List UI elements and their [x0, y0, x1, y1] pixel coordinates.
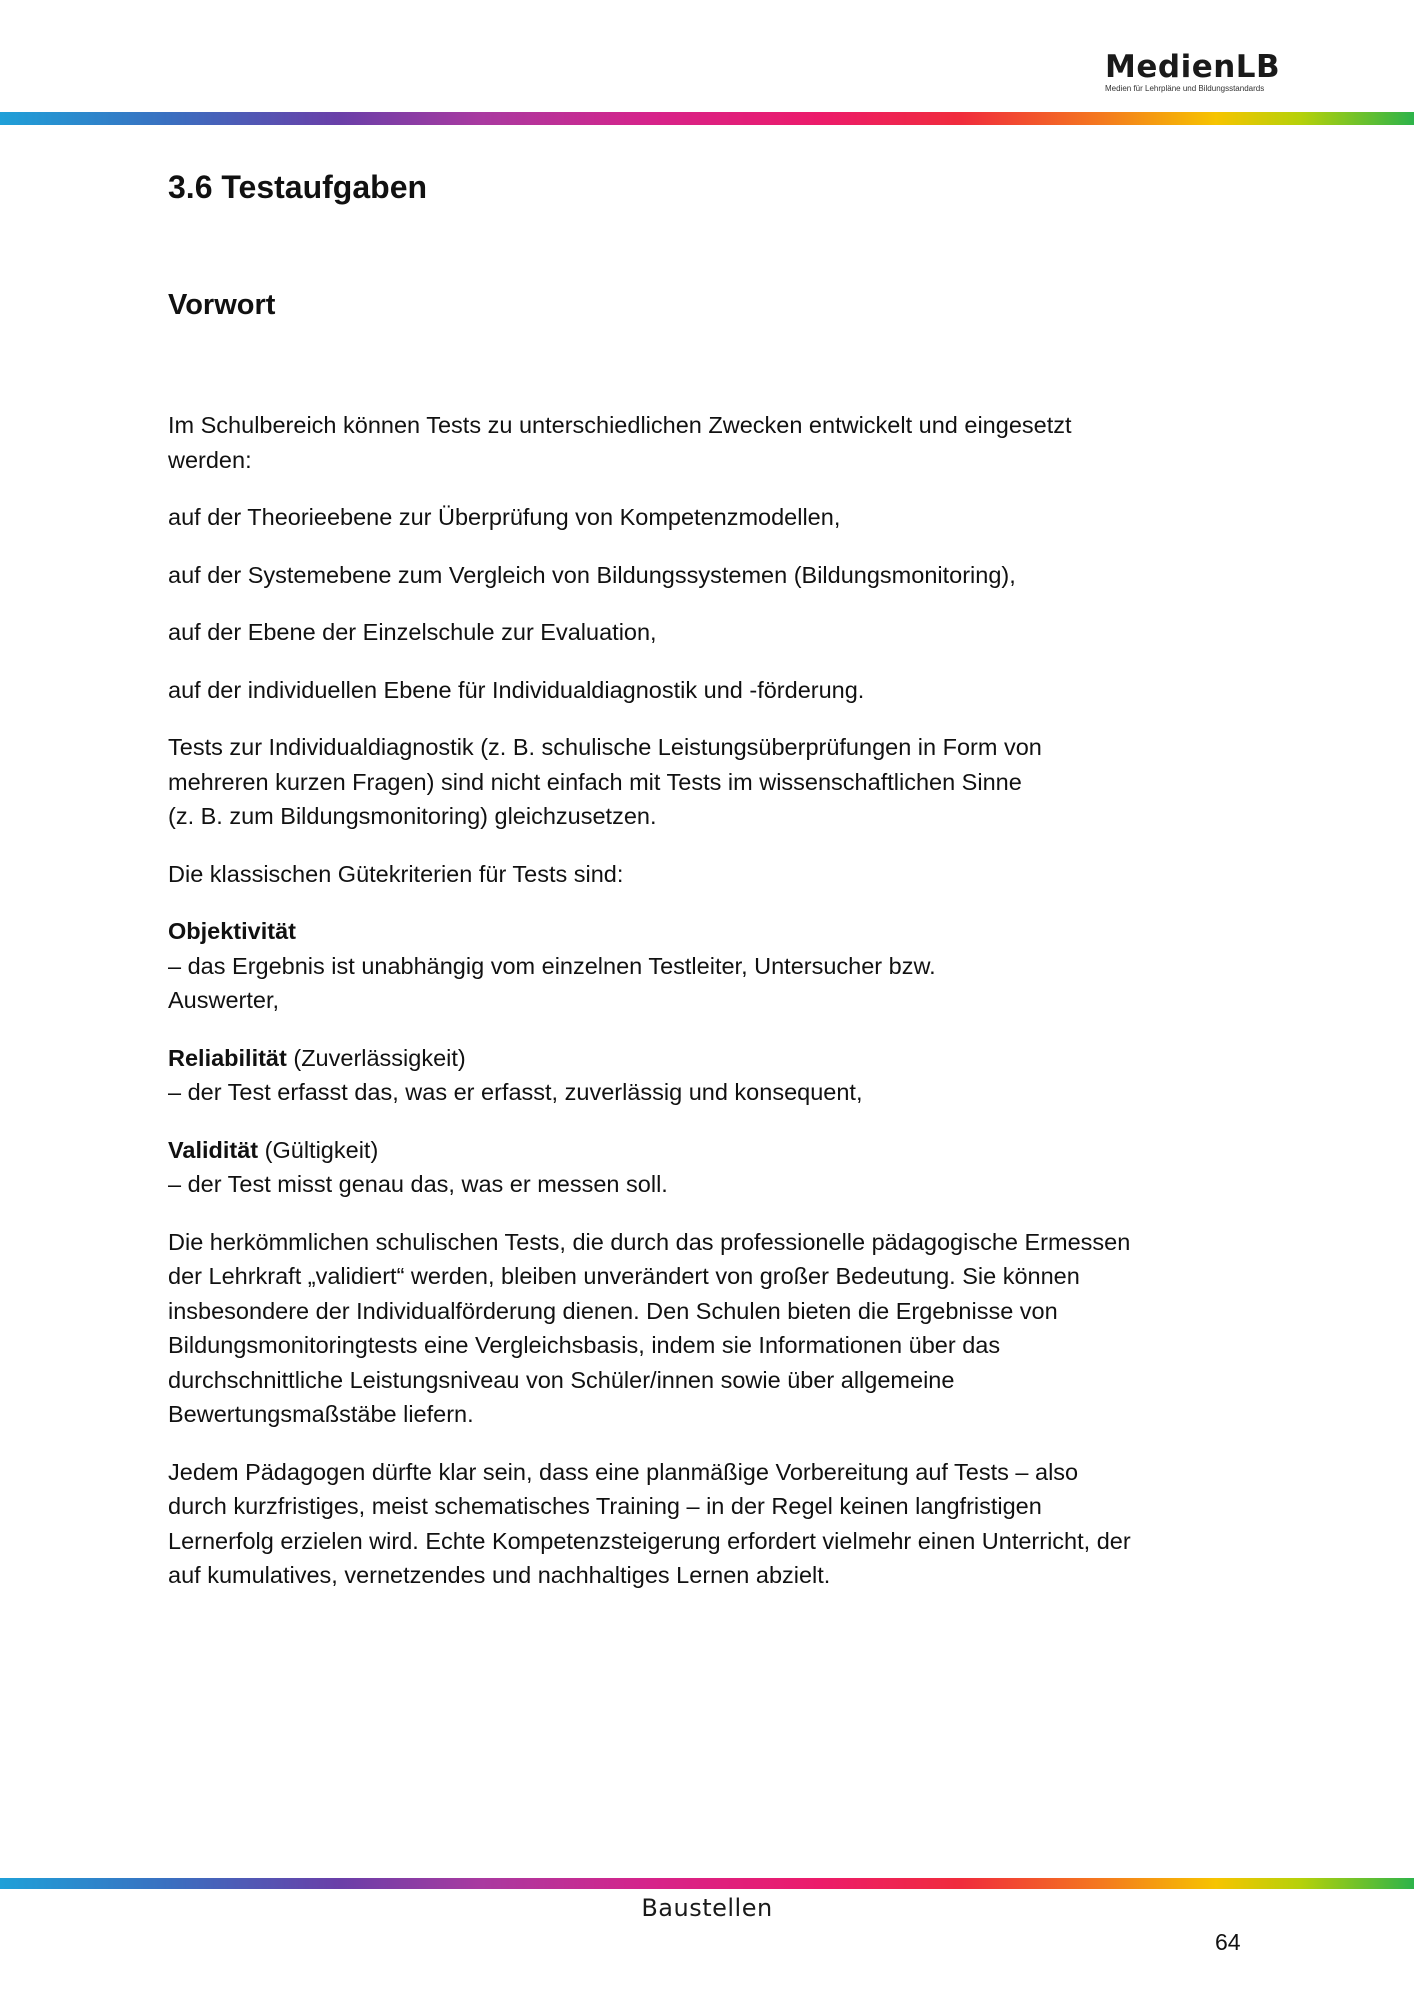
text-line: durchschnittliche Leistungsniveau von Schüler/innen sowie über allgemeine	[168, 1366, 955, 1393]
criterion-line: – der Test misst genau das, was er messen soll.	[168, 1171, 668, 1197]
logo-wordmark: MedienLB	[1105, 49, 1281, 85]
level-item-2: auf der Systemebene zum Vergleich von Bildungssystemen (Bildungsmonitoring),	[168, 561, 1016, 588]
text-line: insbesondere der Individualförderung dienen. Den Schulen bieten die Ergebnisse von	[168, 1297, 1058, 1324]
criterion-validitaet	[168, 1133, 1268, 1202]
criterion-gloss: (Zuverlässigkeit)	[286, 1044, 466, 1071]
closing-paragraph-2	[168, 1455, 1268, 1593]
intro-paragraph	[168, 408, 1268, 477]
level-item-3: auf der Ebene der Einzelschule zur Evaluation,	[168, 619, 657, 645]
logo-tagline: Medien für Lehrpläne und Bildungsstandards	[1105, 84, 1265, 93]
text-line: Jedem Pädagogen dürfte klar sein, dass eine planmäßige Vorbereitung auf Tests – also	[168, 1458, 1079, 1485]
tests-line-1: Tests zur Individualdiagnostik (z. B. schulische Leistungsüberprüfungen in Form von	[168, 734, 1042, 760]
text-line: Lernerfolg erzielen wird. Echte Kompetenzsteigerung erfordert vielmehr einen Unterricht, der	[168, 1527, 1131, 1554]
tests-line-2: mehreren kurzen Fragen) sind nicht einfach mit Tests im wissenschaftlichen Sinne	[168, 768, 1022, 795]
text-line: auf kumulatives, vernetzendes und nachhaltiges Lernen abzielt.	[168, 1562, 831, 1588]
criterion-term: Validität	[168, 1136, 259, 1163]
bottom-color-band	[0, 1878, 1414, 1889]
page-title: 3.6 Testaufgaben	[168, 169, 428, 205]
footer-section-title: Baustellen	[641, 1894, 773, 1922]
tests-line-3: (z. B. zum Bildungsmonitoring) gleichzusetzen.	[168, 803, 657, 829]
text-line: der Lehrkraft „validiert“ werden, bleiben unverändert von großer Bedeutung. Sie können	[168, 1263, 1080, 1289]
intro-line-2: werden:	[168, 446, 252, 473]
criterion-objektivitaet	[168, 914, 1268, 1018]
criterion-line: – das Ergebnis ist unabhängig vom einzelnen Testleiter, Untersucher bzw.	[168, 952, 936, 979]
tests-paragraph	[168, 730, 1268, 834]
criterion-term: Objektivität	[168, 918, 296, 944]
criterion-line: Auswerter,	[168, 987, 280, 1013]
criterion-line: – der Test erfasst das, was er erfasst, zuverlässig und konsequent,	[168, 1079, 863, 1105]
text-line: Die herkömmlichen schulischen Tests, die durch das professionelle pädagogische Ermessen	[168, 1228, 1131, 1255]
criterion-reliabilitaet	[168, 1041, 1268, 1110]
criteria-intro: Die klassischen Gütekriterien für Tests sind:	[168, 860, 624, 887]
intro-line-1: Im Schulbereich können Tests zu unterschiedlichen Zwecken entwickelt und eingesetzt	[168, 412, 1072, 438]
text-line: Bewertungsmaßstäbe liefern.	[168, 1401, 474, 1427]
medienlb-logo	[1105, 50, 1297, 93]
criterion-term: Reliabilität	[168, 1044, 287, 1071]
closing-paragraph-1	[168, 1225, 1268, 1432]
level-item-4: auf der individuellen Ebene für Individualdiagnostik und -förderung.	[168, 676, 865, 703]
top-color-band	[0, 112, 1414, 125]
page-content	[168, 166, 1268, 1616]
text-line: Bildungsmonitoringtests eine Vergleichsbasis, indem sie Informationen über das	[168, 1332, 1001, 1358]
page-number: 64	[1215, 1929, 1241, 1955]
text-line: durch kurzfristiges, meist schematisches Training – in der Regel keinen langfristigen	[168, 1493, 1042, 1519]
level-item-1: auf der Theorieebene zur Überprüfung von Kompetenzmodellen,	[168, 504, 841, 530]
criterion-gloss: (Gültigkeit)	[258, 1136, 379, 1163]
body-text	[168, 408, 1268, 1593]
section-heading: Vorwort	[168, 289, 276, 321]
